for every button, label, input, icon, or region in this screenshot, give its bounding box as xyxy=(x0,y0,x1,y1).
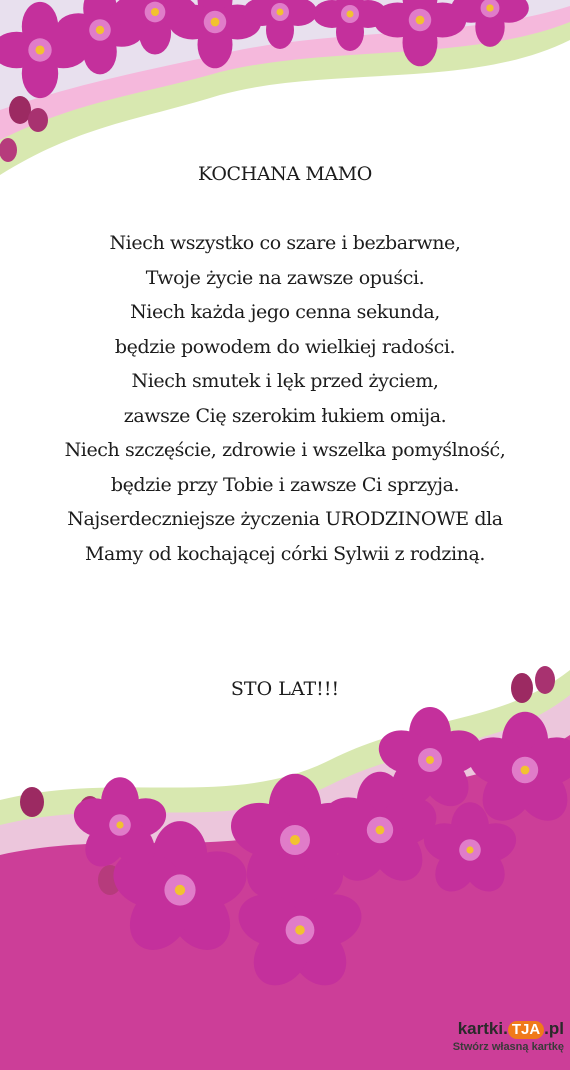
brand-tagline: Stwórz własną kartkę xyxy=(452,1041,564,1053)
poem-line: będzie przy Tobie i zawsze Ci sprzyja. xyxy=(110,473,460,496)
poem-line: Mamy od kochającej córki Sylwii z rodziną. xyxy=(84,542,486,565)
bottom-floral-decoration xyxy=(0,650,570,1070)
poem-line: Twoje życie na zawsze opuści. xyxy=(145,266,425,289)
top-floral-decoration xyxy=(0,0,570,180)
poem-line: Najserdeczniejsze życzenia URODZINOWE dla xyxy=(67,508,503,530)
card-title: KOCHANA MAMO xyxy=(198,163,372,185)
poem-line: będzie powodem do wielkiej radości. xyxy=(114,335,456,358)
poem-line: Niech smutek i lęk przed życiem, xyxy=(131,370,439,392)
poem-line: zawsze Cię szerokim łukiem omija. xyxy=(123,404,447,427)
closing-text: STO LAT!!! xyxy=(230,678,340,700)
poem-line: Niech wszystko co szare i bezbarwne, xyxy=(109,232,461,254)
poem-line: Niech każda jego cenna sekunda, xyxy=(130,301,440,323)
poem xyxy=(0,160,570,571)
brand-logo[interactable] xyxy=(446,1018,564,1064)
brand-name: kartki. TJA .pl xyxy=(457,1019,564,1038)
poem-lines xyxy=(0,226,570,571)
poem-line: Niech szczęście, zdrowie i wszelka pomyślność, xyxy=(64,439,506,461)
